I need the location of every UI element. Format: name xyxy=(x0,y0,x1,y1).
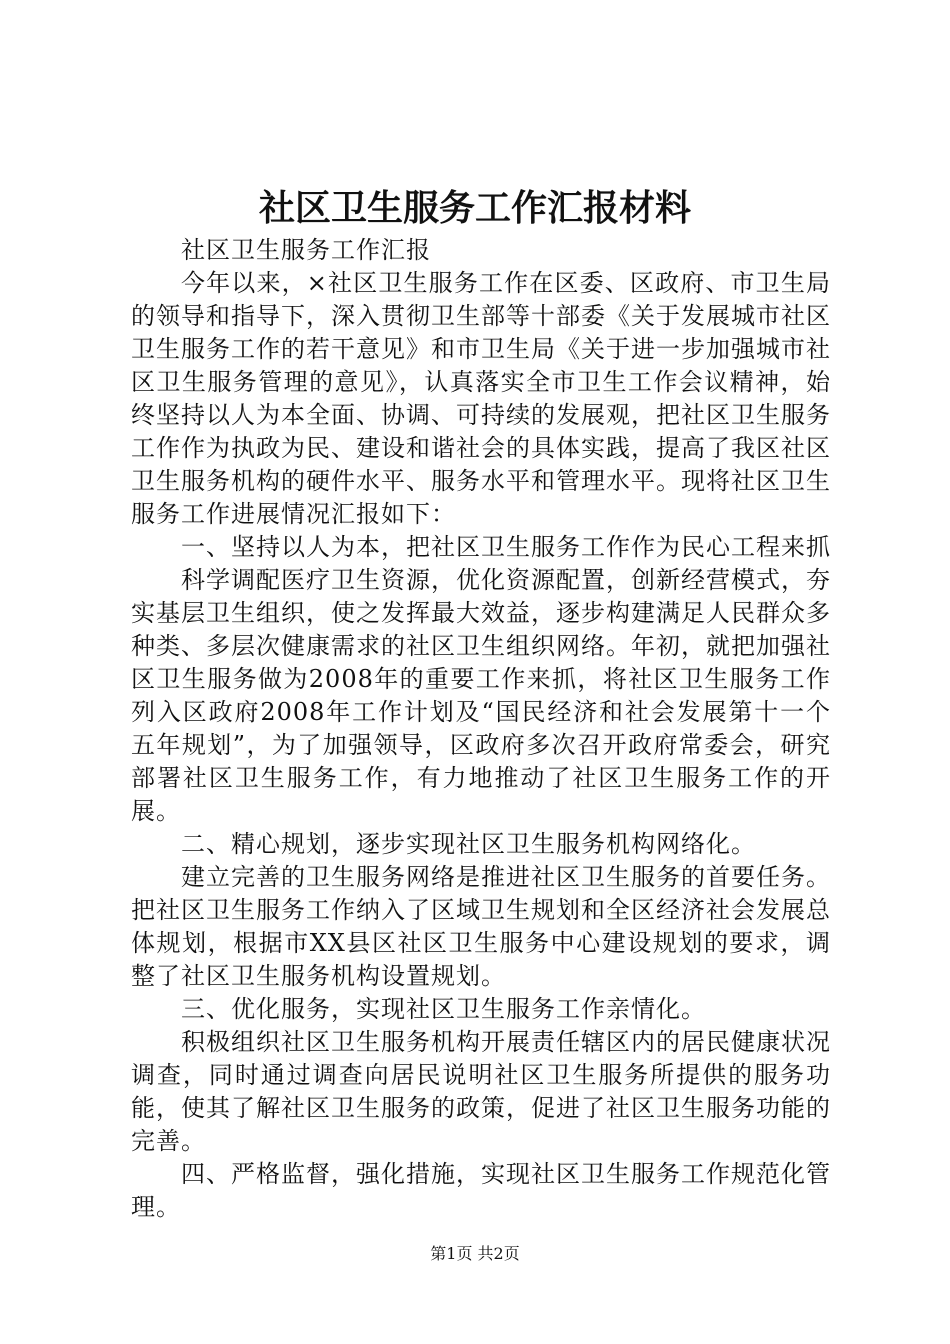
intro-paragraph: 今年以来，×社区卫生服务工作在区委、区政府、市卫生局的领导和指导下，深入贯彻卫生部等十部委《关于发展城市社区卫生服务工作的若干意见》和市卫生局《关于进一步加强城市社区卫生服务管理的意见》，认真落实全市卫生工作会议精神，始终坚持以人为本全面、协调、可持续的发展观，把社区卫生服务工作作为执政为民、建设和谐社会的具体实践，提高了我区社区卫生服务机构的硬件水平、服务水平和管理水平。现将社区卫生服务工作进展情况汇报如下： xyxy=(131,269,831,528)
page-footer: 第1页 共2页 xyxy=(430,1244,520,1263)
section-heading-3: 三、优化服务，实现社区卫生服务工作亲情化。 xyxy=(181,995,706,1023)
section-heading-4: 四、严格监督，强化措施，实现社区卫生服务工作规范化管理。 xyxy=(131,1160,831,1221)
section-paragraph-1: 科学调配医疗卫生资源，优化资源配置，创新经营模式，夯实基层卫生组织，使之发挥最大效益，逐步构建满足人民群众多种类、多层次健康需求的社区卫生组织网络。年初，就把加强社区卫生服务做为2008年的重要工作来抓，将社区卫生服务工作列入区政府2008年工作计划及“国民经济和社会发展第十一个五年规划”，为了加强领导，区政府多次召开政府常委会，研究部署社区卫生服务工作，有力地推动了社区卫生服务工作的开展。 xyxy=(131,566,831,825)
document-body xyxy=(131,234,831,1224)
section-heading-1: 一、坚持以人为本，把社区卫生服务工作作为民心工程来抓 xyxy=(181,533,831,561)
section-paragraph-2: 建立完善的卫生服务网络是推进社区卫生服务的首要任务。把社区卫生服务工作纳入了区域卫生规划和全区经济社会发展总体规划，根据市XX县区社区卫生服务中心建设规划的要求，调整了社区卫生服务机构设置规划。 xyxy=(131,863,831,990)
section-paragraph-3: 积极组织社区卫生服务机构开展责任辖区内的居民健康状况调查，同时通过调查向居民说明社区卫生服务所提供的服务功能，使其了解社区卫生服务的政策，促进了社区卫生服务功能的完善。 xyxy=(131,1028,831,1155)
document-title: 社区卫生服务工作汇报材料 xyxy=(258,187,691,229)
subtitle-paragraph: 社区卫生服务工作汇报 xyxy=(181,236,431,264)
section-heading-2: 二、精心规划，逐步实现社区卫生服务机构网络化。 xyxy=(181,830,756,858)
